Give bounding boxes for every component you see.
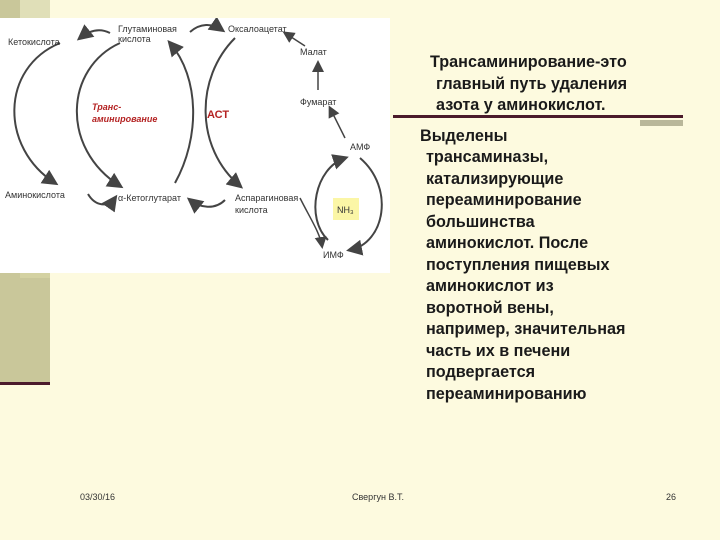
footer-date: 03/30/16: [80, 492, 116, 502]
label-amp: АМФ: [350, 142, 371, 152]
label-transamination-1: Транс-: [92, 102, 122, 112]
paragraph-2-line: аминокислот. После: [426, 234, 589, 252]
label-amino-acid: Аминокислота: [5, 190, 65, 200]
arrow-bottom-left-curve: [88, 194, 115, 204]
footer-page-number: 26: [666, 492, 677, 502]
paragraph-2-line: воротной вены,: [426, 298, 554, 317]
label-transamination-2: аминирование: [92, 114, 158, 124]
paragraph-1-line: азота у аминокислот.: [436, 96, 606, 114]
label-imp: ИМФ: [323, 250, 344, 260]
paragraph-2-line: поступления пищевых: [426, 255, 610, 274]
label-ast: АСТ: [207, 109, 230, 121]
paragraph-2-line: катализирующие: [426, 169, 564, 188]
label-malate: Малат: [300, 47, 327, 57]
paragraph-2-line: трансаминазы,: [426, 148, 549, 166]
paragraph-2-line: Выделены: [420, 126, 508, 145]
label-glutamic-acid-1: Глутаминовая: [118, 24, 177, 34]
paragraph-1: [412, 52, 702, 117]
paragraph-2-line: переаминированию: [426, 384, 587, 403]
paragraph-2-line: большинства: [426, 212, 535, 231]
arrow-malate-to-oxaloacetate: [285, 33, 305, 46]
arrow-top-middle-curve: [190, 25, 222, 32]
arrow-aspartate-to-imp: [300, 198, 322, 246]
arrow-amp-to-fumarate: [330, 108, 345, 138]
paragraph-1-line: главный путь удаления: [436, 74, 628, 93]
paragraph-2-line: подвергается: [426, 363, 536, 381]
label-fumarate: Фумарат: [300, 97, 337, 107]
arrow-ketoglutarate-to-glutamate: [170, 43, 193, 183]
slide-text: [412, 52, 702, 405]
label-ketoacid: Кетокислота: [8, 37, 60, 47]
paragraph-2-line: переаминирование: [426, 191, 582, 209]
paragraph-1-line: Трансаминирование-это: [430, 53, 627, 71]
arrow-bottom-middle-curve: [190, 200, 225, 207]
nh3-label: NH₃: [337, 205, 354, 215]
label-aspartic-acid-2: кислота: [235, 205, 268, 215]
left-decor-top-block: [20, 0, 50, 18]
paragraph-2-line: часть их в печени: [426, 341, 571, 360]
arrow-top-left-curve: [80, 30, 110, 38]
label-oxaloacetate: Оксалоацетат: [228, 24, 287, 34]
paragraph-2: [412, 126, 702, 406]
footer-author: Свергун В.Т.: [352, 492, 404, 502]
transamination-diagram: [0, 18, 390, 273]
left-decor-line: [0, 382, 50, 385]
label-glutamic-acid-2: кислота: [118, 34, 151, 44]
paragraph-2-line: аминокислот из: [426, 277, 554, 295]
arrow-ketoacid-to-amino: [14, 43, 60, 183]
label-aspartic-acid-1: Аспарагиновая: [235, 193, 299, 203]
paragraph-2-line: например, значительная: [426, 320, 626, 338]
label-ketoglutarate: α-Кетоглутарат: [118, 193, 181, 203]
